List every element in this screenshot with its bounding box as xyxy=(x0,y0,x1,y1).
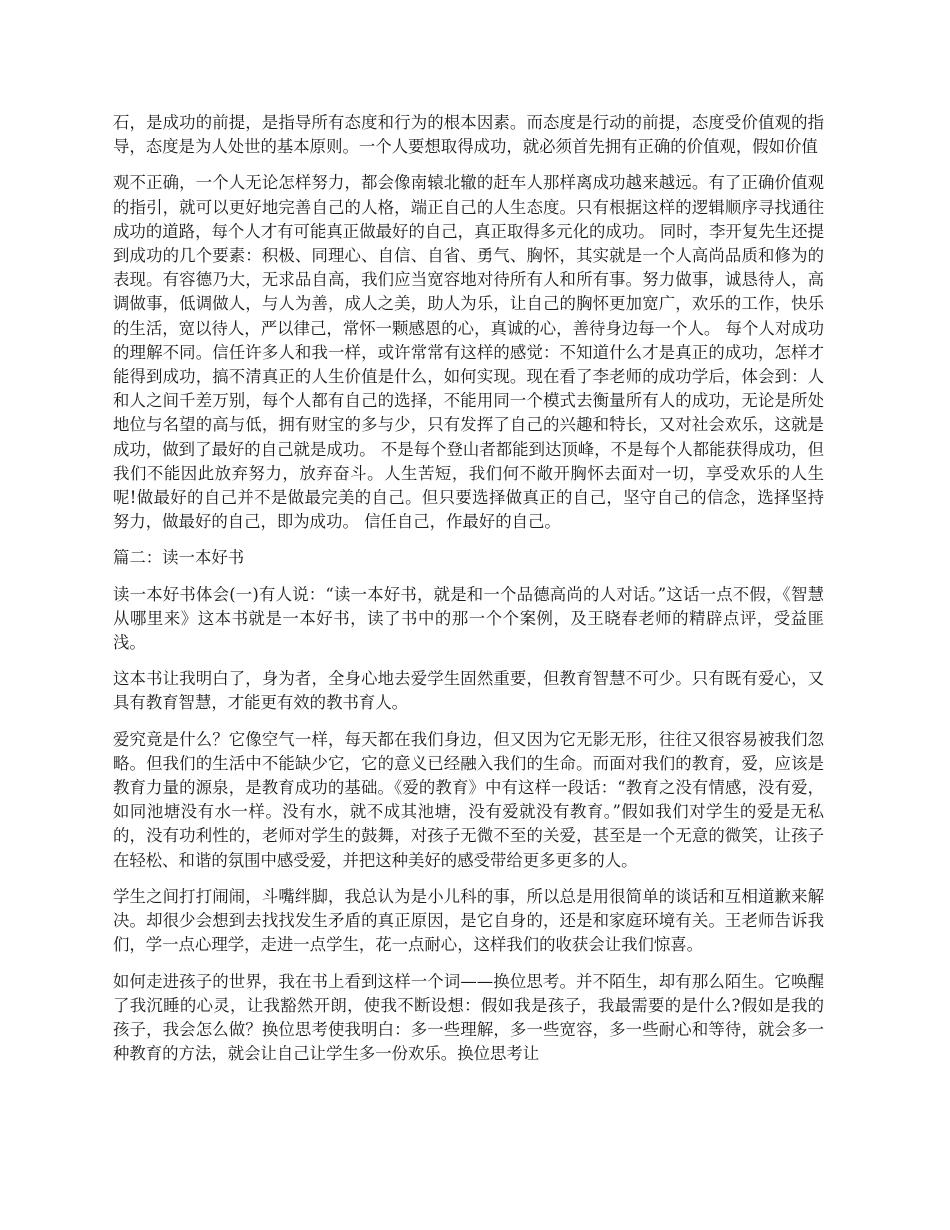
section-heading: 篇二：读一本好书 xyxy=(113,548,245,568)
paragraph: 如何走进孩子的世界，我在书上看到这样一个词——换位思考。并不陌生，却有那么陌生。它唤醒了我沉睡的心灵，让我豁然开朗，使我不断设想：假如我是孩子，我最需要的是什么?假如是我的孩子，我会怎么做？换位思考使我明白：多一些理解，多一些宽容，多一些耐心和等待，就会多一种教育的方法，就会让自己让学生多一份欢乐。换位思考让 xyxy=(113,971,824,1064)
paragraph: 石，是成功的前提，是指导所有态度和行为的根本因素。而态度是行动的前提，态度受价值观的指导，态度是为人处世的基本原则。一个人要想取得成功，就必须首先拥有正确的价值观，假如价值 xyxy=(113,113,824,157)
paragraph: 观不正确，一个人无论怎样努力，都会像南辕北辙的赶车人那样离成功越来越远。有了正确价值观的指引，就可以更好地完善自己的人格，端正自己的人生态度。只有根据这样的逻辑顺序寻找通往成功的道路，每个人才有可能真正做最好的自己，真正取得多元化的成功。 同时，李开复先生还提到成功的几个要素：积极、同理心、自信、自省、勇气、胸怀，其实就是一个人高尚品质和修为的表现。有容德乃大，无求品自高，我们应当宽容地对待所有人和所有事。努力做事，诚恳待人，高调做事，低调做人，与人为善，成人之美，助人为乐，让自己的胸怀更加宽广，欢乐的工作，快乐的生活，宽以待人，严以律己，常怀一颗感恩的心，真诚的心，善待身边每一个人。 每个人对成功的理解不同。信任许多人和我一样，或许常常有这样的感觉：不知道什么才是真正的成功，怎样才能得到成功，搞不清真正的人生价值是什么，如何实现。现在看了李老师的成功学后，体会到：人和人之间千差万别，每个人都有自己的选择，不能用同一个模式去衡量所有人的成功，无论是所处地位与名望的高与低，拥有财宝的多与少，只有发挥了自己的兴趣和特长，又对社会欢乐，这就是成功，做到了最好的自己就是成功。 不是每个登山者都能到达顶峰，不是每个人都能获得成功，但我们不能因此放弃努力，放弃奋斗。人生苦短，我们何不敞开胸怀去面对一切，享受欢乐的人生呢!做最好的自己并不是做最完美的自己。但只要选择做真正的自己，坚守自己的信念，选择坚持努力，做最好的自己，即为成功。 信任自己，作最好的自己。 xyxy=(113,173,824,532)
paragraph: 读一本好书体会(一)有人说：“读一本好书，就是和一个品德高尚的人对话。”这话一点不假，《智慧从哪里来》这本书就是一本好书，读了书中的那一个个案例，及王晓春老师的精辟点评，受益匪浅。 xyxy=(113,584,824,653)
paragraph: 爱究竟是什么？它像空气一样，每天都在我们身边，但又因为它无影无形，往往又很容易被我们忽略。但我们的生活中不能缺少它，它的意义已经融入我们的生命。而面对我们的教育，爱，应该是教育力量的源泉，是教育成功的基础。《爱的教育》中有这样一段话：“教育之没有情感，没有爱，如同池塘没有水一样。没有水，就不成其池塘，没有爱就没有教育。”假如我们对学生的爱是无私的，没有功利性的，老师对学生的鼓舞，对孩子无微不至的关爱，甚至是一个无意的微笑，让孩子在轻松、和谐的氛围中感受爱，并把这种美好的感受带给更多更多的人。 xyxy=(113,729,824,870)
paragraph: 这本书让我明白了，身为者，全身心地去爱学生固然重要，但教育智慧不可少。只有既有爱心，又具有教育智慧，才能更有效的教书育人。 xyxy=(113,669,824,713)
paragraph: 学生之间打打闹闹，斗嘴绊脚，我总认为是小儿科的事，所以总是用很简单的谈话和互相道歉来解决。却很少会想到去找找发生矛盾的真正原因，是它自身的，还是和家庭环境有关。王老师告诉我们，学一点心理学，走进一点学生，花一点耐心，这样我们的收获会让我们惊喜。 xyxy=(113,886,824,955)
